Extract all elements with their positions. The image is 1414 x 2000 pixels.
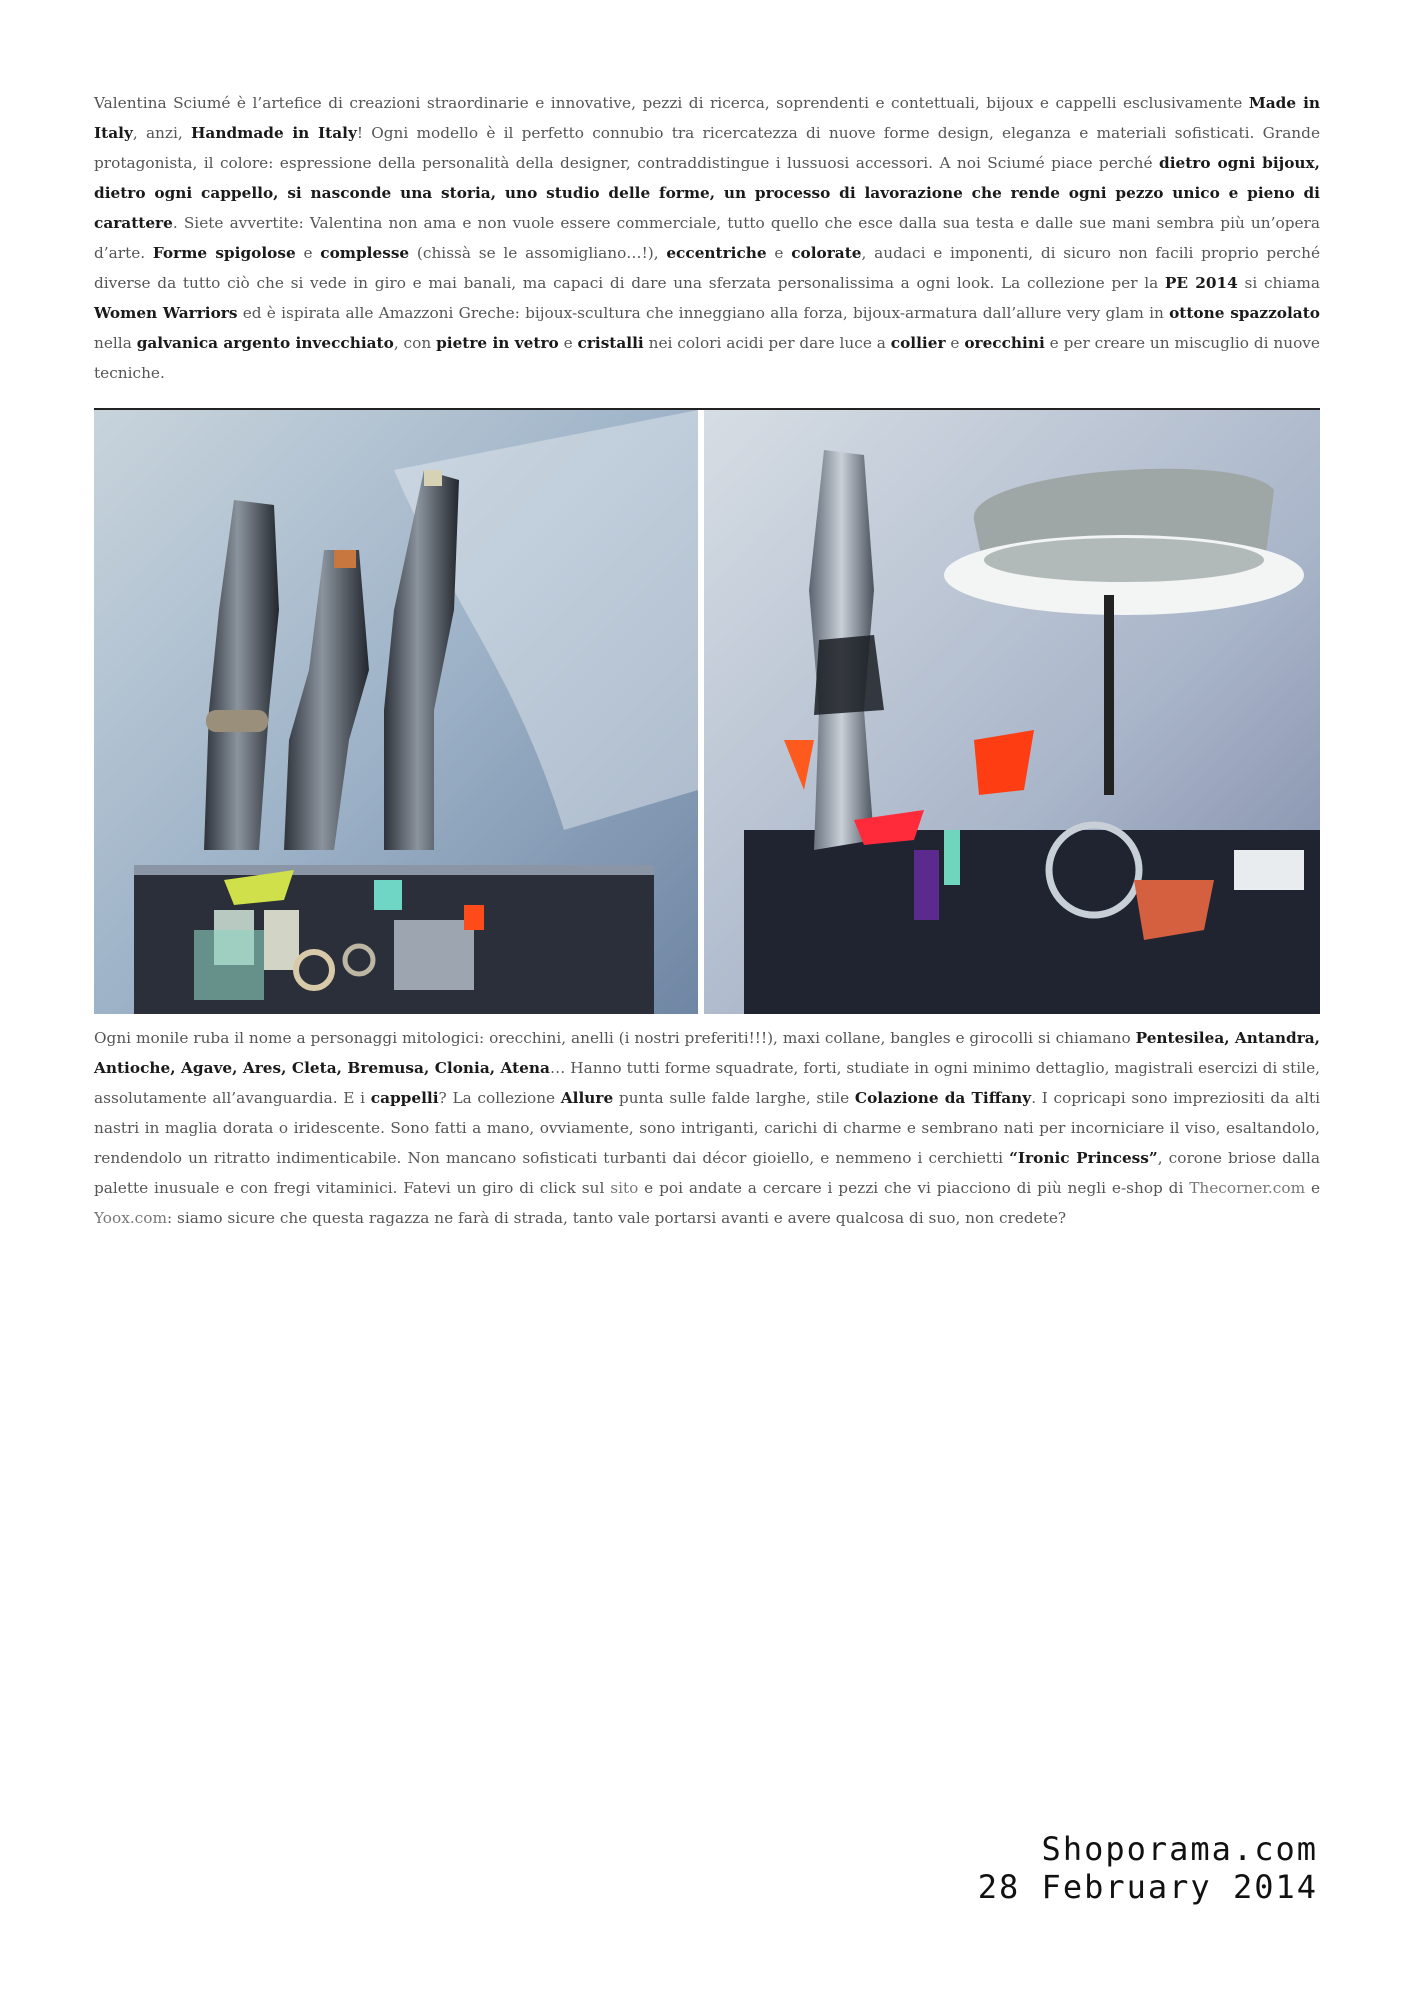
bold-phrase: Women Warriors <box>94 304 238 322</box>
text-run: … Hanno tutti forme squadrate, forti, studiate in ogni minimo dettaglio, magistrali esercizi di stile, assolutamente all’avanguardia. E i <box>94 1059 1320 1107</box>
footer <box>978 1830 1318 1906</box>
text-run: e <box>945 334 965 352</box>
text-run: e <box>766 244 792 262</box>
text-run: . I copricapi sono impreziositi da alti nastri in maglia dorata o iridescente. Sono fatti a mano, ovviamente, sono intriganti, carichi di charme e sembrano nati per incorniciare il viso, esaltandolo, rendendolo un ritratto indimenticabile. Non mancano sofisticati turbanti dai décor gioiello, e nemmeno i cerchietti <box>94 1089 1320 1167</box>
text-run: si chiama <box>1237 274 1321 292</box>
bold-phrase: cristalli <box>577 334 644 352</box>
footer-site: Shoporama.com <box>1041 1830 1318 1868</box>
bold-phrase: ottone spazzolato <box>1169 304 1320 322</box>
text-run: punta sulle falde larghe, stile <box>613 1089 855 1107</box>
article-paragraph-1 <box>94 88 1320 388</box>
inline-link[interactable]: Thecorner.com <box>1189 1179 1306 1197</box>
bold-phrase: PE 2014 <box>1164 274 1238 292</box>
text-run: Valentina Sciumé è l’artefice di creazioni straordinarie e innovative, pezzi di ricerca, soprendenti e contettuali, bijoux e cappelli esclusivamente <box>94 94 1249 112</box>
inline-link[interactable]: sito <box>610 1179 639 1197</box>
bold-phrase: cappelli <box>370 1089 439 1107</box>
left-photo-panel <box>94 410 698 1014</box>
bold-phrase: dietro ogni bijoux, dietro ogni cappello, si nasconde una storia, uno studio delle forme, un processo di lavorazione che rende ogni pezzo unico e pieno di carattere <box>94 154 1320 232</box>
text-run: . Siete avvertite: Valentina non ama e non vuole essere commerciale, tutto quello che esce dalla sua testa e dalle sue mani sembra più un’opera d’arte. <box>94 214 1320 262</box>
bold-phrase: colorate <box>791 244 862 262</box>
inline-link[interactable]: Yoox.com <box>94 1209 167 1227</box>
bold-phrase: Made in Italy <box>94 94 1321 142</box>
text-run: , corone briose dalla palette inusuale e con fregi vitaminici. Fatevi un giro di click sul <box>94 1149 1320 1197</box>
text-run: : siamo sicure che questa ragazza ne farà di strada, tanto vale portarsi avanti e avere qualcosa di suo, non credete? <box>166 1209 1067 1227</box>
text-run: Ogni monile ruba il nome a personaggi mitologici: orecchini, anelli (i nostri preferiti!!!), maxi collane, bangles e girocolli si chiamano <box>94 1029 1136 1047</box>
jewellery-photo <box>94 408 1320 1014</box>
bold-phrase: complesse <box>320 244 410 262</box>
right-photo-panel <box>698 410 1320 1014</box>
footer-date: 28 February 2014 <box>977 1868 1318 1906</box>
text-run: , con <box>393 334 437 352</box>
text-run: e <box>295 244 321 262</box>
text-run: e <box>558 334 578 352</box>
article-paragraph-2 <box>94 1023 1320 1233</box>
bold-phrase: Colazione da Tiffany <box>854 1089 1032 1107</box>
text-run: ! Ogni modello è il perfetto connubio tra ricercatezza di nuove forme design, eleganza e materiali sofisticati. Grande protagonista, il colore: espressione della personalità della designer, contraddistingue i lussuosi accessori. A noi Sciumé piace perché <box>94 124 1321 172</box>
text-run: , audaci e imponenti, di sicuro non facili proprio perché diverse da tutto ciò che si vede in giro e mai banali, ma capaci di dare una sferzata personalissima a ogni look. La collezione per la <box>94 244 1321 292</box>
text-run: ? La collezione <box>438 1089 561 1107</box>
text-run: e per creare un miscuglio di nuove tecniche. <box>94 334 1320 382</box>
text-run: e poi andate a cercare i pezzi che vi piacciono di più negli e-shop di <box>638 1179 1190 1197</box>
bold-phrase: pietre in vetro <box>436 334 559 352</box>
bold-phrase: orecchini <box>964 334 1045 352</box>
bold-phrase: Forme spigolose <box>152 244 296 262</box>
bold-phrase: collier <box>890 334 946 352</box>
text-run: nella <box>94 334 137 352</box>
text-run: ed è ispirata alle Amazzoni Greche: bijoux-scultura che inneggiano alla forza, bijoux-armatura dall’allure very glam in <box>237 304 1170 322</box>
text-run: (chissà se le assomigliano…!), <box>409 244 667 262</box>
bold-phrase: “Ironic Princess” <box>1009 1149 1158 1167</box>
text-run: nei colori acidi per dare luce a <box>643 334 891 352</box>
bold-phrase: Allure <box>560 1089 614 1107</box>
bold-phrase: Handmade in Italy <box>190 124 357 142</box>
bold-phrase: eccentriche <box>666 244 767 262</box>
text-run: , anzi, <box>132 124 191 142</box>
bold-phrase: galvanica argento invecchiato <box>136 334 394 352</box>
text-run: e <box>1305 1179 1320 1197</box>
bold-phrase: Pentesilea, Antandra, Antioche, Agave, Ares, Cleta, Bremusa, Clonia, Atena <box>94 1029 1320 1077</box>
